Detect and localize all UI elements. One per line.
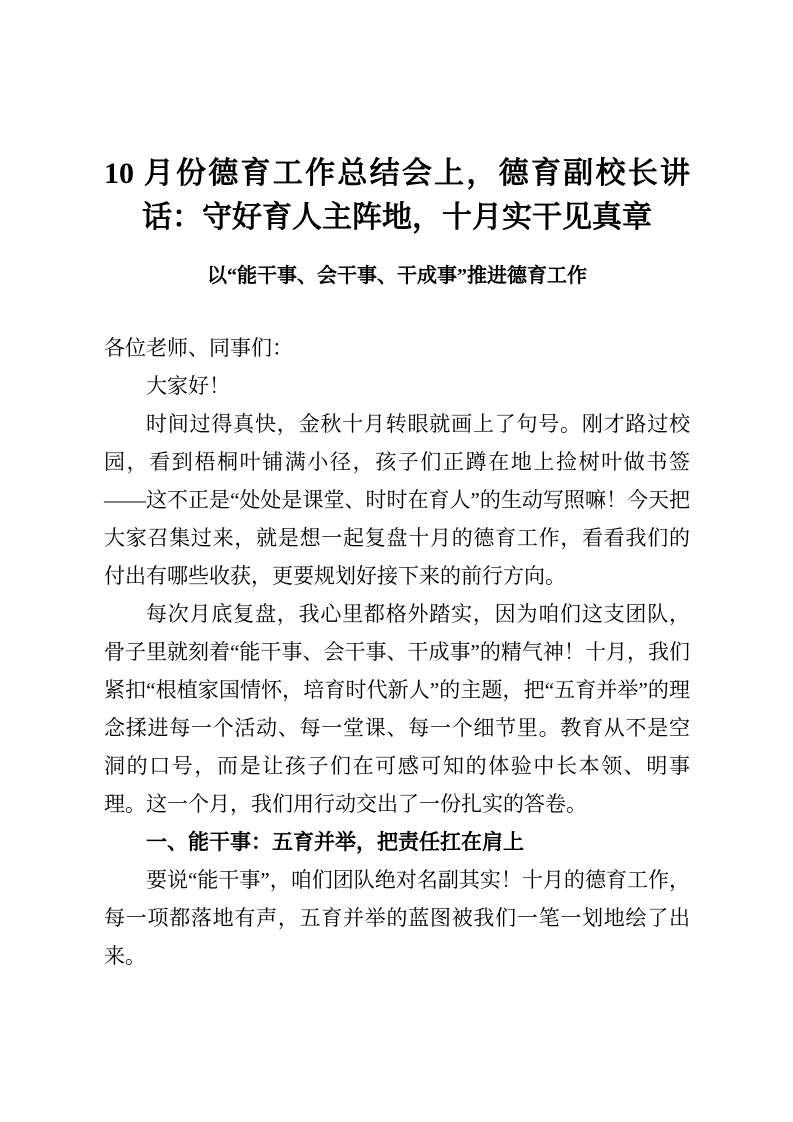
section-heading: 一、能干事：五育并举，把责任扛在肩上 bbox=[146, 830, 524, 854]
document-body bbox=[104, 291, 690, 975]
paragraph-list bbox=[104, 405, 690, 975]
body-paragraph: 要说“能干事”，咱们团队绝对名副其实！十月的德育工作，每一项都落地有声，五育并举的蓝图被我们一笔一划地绘了出来。 bbox=[104, 868, 690, 968]
greeting: 大家好！ bbox=[146, 374, 230, 398]
body-paragraph: 时间过得真快，金秋十月转眼就画上了句号。刚才路过校园，看到梧桐叶铺满小径，孩子们正蹲在地上捡树叶做书签——这不正是“处处是课堂、时时在育人”的生动写照嘛！今天把大家召集过来，就是想一起复盘十月的德育工作，看看我们的付出有哪些收获，更要规划好接下来的前行方向。 bbox=[104, 412, 690, 588]
page-subtitle: 以“能干事、会干事、干成事”推进德育工作 bbox=[207, 265, 587, 287]
document-content bbox=[104, 0, 690, 975]
page-title: 10 月份德育工作总结会上，德育副校长讲话：守好育人主阵地，十月实干见真章 bbox=[104, 157, 690, 234]
body-paragraph: 每次月底复盘，我心里都格外踏实，因为咱们这支团队，骨子里就刻着“能干事、会干事、干成事”的精气神！十月，我们紧扣“根植家国情怀，培育时代新人”的主题，把“五育并举”的理念揉进每一个活动、每一堂课、每一个细节里。教育从不是空洞的口号，而是让孩子们在可感可知的体验中长本领、明事理。这一个月，我们用行动交出了一份扎实的答卷。 bbox=[104, 602, 690, 816]
salutation: 各位老师、同事们： bbox=[104, 336, 293, 360]
